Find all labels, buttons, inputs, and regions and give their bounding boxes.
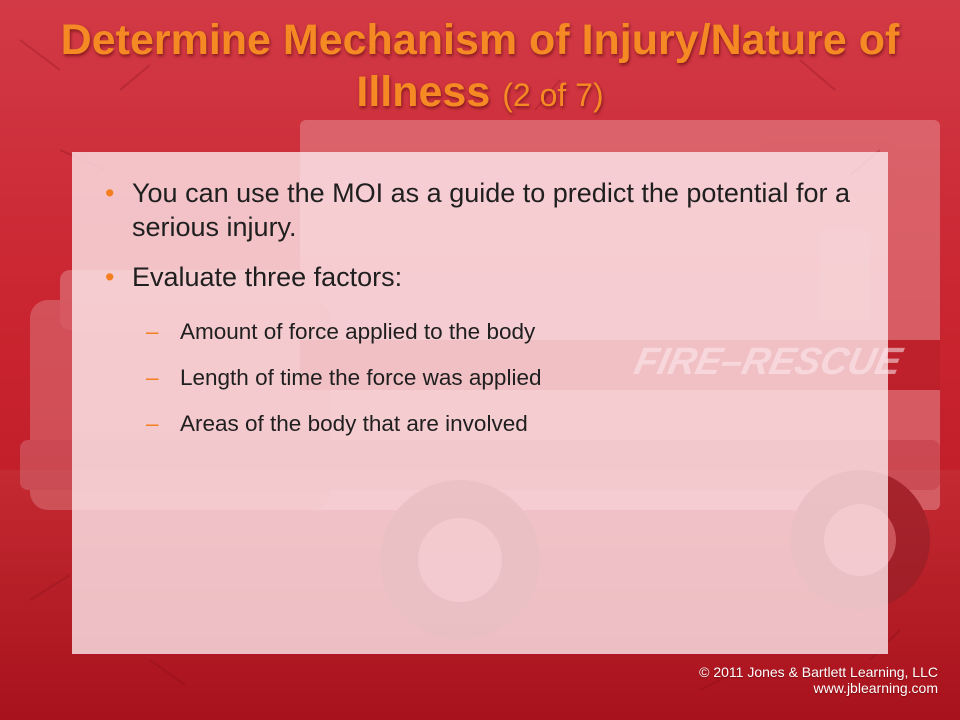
slide-title [40, 14, 920, 121]
bullet-dot-icon: • [105, 262, 115, 292]
sub-bullet-item [132, 318, 862, 364]
slide-title-main: Determine Mechanism of Injury/Nature of Illness [60, 16, 900, 116]
copyright-text: © 2011 Jones & Bartlett Learning, LLC [699, 664, 938, 680]
bullet-item [102, 176, 862, 244]
bullet-dot-icon: • [105, 178, 115, 208]
dash-icon: – [146, 365, 159, 390]
dash-icon: – [146, 411, 159, 436]
publisher-website: www.jblearning.com [813, 680, 938, 696]
bullet-item [102, 260, 862, 456]
sub-bullet-text: Amount of force applied to the body [180, 319, 536, 344]
bullet-text: You can use the MOI as a guide to predict the potential for a serious injury. [132, 178, 850, 242]
sub-bullet-item [132, 410, 862, 456]
sub-bullet-list [132, 318, 862, 456]
dash-icon: – [146, 319, 159, 344]
copyright-footer [699, 664, 938, 696]
sub-bullet-text: Length of time the force was applied [180, 365, 542, 390]
sub-bullet-item [132, 364, 862, 410]
bullet-list [102, 176, 862, 472]
sub-bullet-text: Areas of the body that are involved [180, 411, 528, 436]
bullet-text: Evaluate three factors: [132, 262, 403, 292]
slide-title-part-indicator: (2 of 7) [502, 77, 604, 113]
